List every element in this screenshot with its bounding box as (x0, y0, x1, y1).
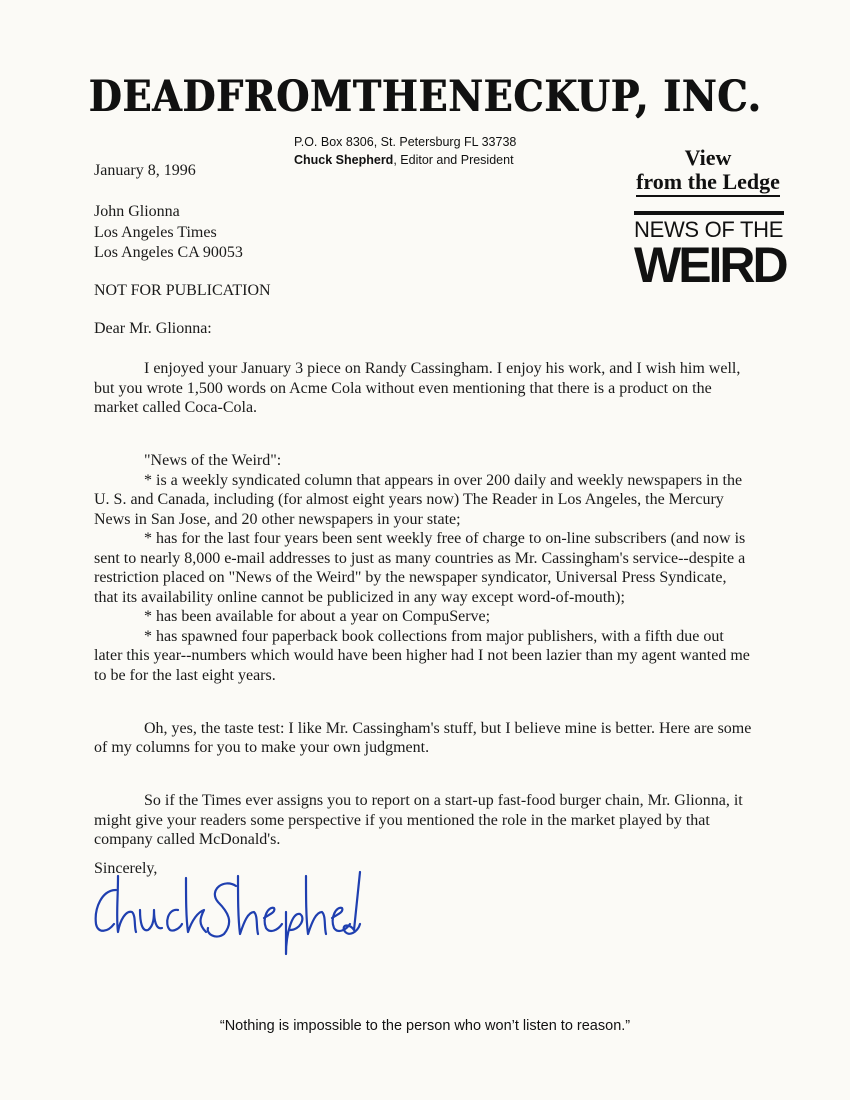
footer-quote: “Nothing is impossible to the person who won’t listen to reason.” (219, 1018, 631, 1034)
recipient-address (94, 202, 243, 264)
recipient-city: Los Angeles CA 90053 (94, 244, 243, 261)
list-title: "News of the Weird": (144, 452, 282, 469)
news-of-the-weird-logo-bottom: WEIRD (634, 237, 786, 293)
postal-address: P.O. Box 8306, St. Petersburg FL 33738 (294, 135, 517, 149)
recipient-name: John Glionna (94, 203, 180, 220)
ledge-line-1: View (684, 145, 732, 170)
list-item: * has been available for about a year on CompuServe; (144, 608, 491, 625)
editor-title: , Editor and President (393, 153, 514, 167)
news-of-the-weird-logo-top: NEWS OF THE (634, 217, 784, 242)
paragraph-intro: I enjoyed your January 3 piece on Randy Cassingham. I enjoy his work, and I wish him well, but you wrote 1,500 words on Acme Cola without even mentioning that there is a product on the market called Coca-Cola. (94, 360, 741, 416)
ledge-line-2: from the Ledge (636, 170, 780, 197)
view-from-the-ledge-logo (626, 146, 790, 197)
publication-notice: NOT FOR PUBLICATION (94, 282, 271, 299)
editor-name: Chuck Shepherd (294, 153, 394, 167)
logo-rule (634, 211, 784, 215)
letter-body (94, 359, 754, 850)
list-item: * has for the last four years been sent weekly free of charge to on-line subscribers (and now is sent to nearly 8,000 e-mail addresses to just as many countries as Mr. Cassingham's service--despite a restriction placed on "News of the Weird" by the newspaper syndicator, Universal Press Syndicate, that its availability online cannot be publicized in any way except word-of-mouth); (94, 530, 746, 606)
closing: Sincerely, (94, 860, 158, 877)
handwritten-signature (88, 868, 368, 958)
salutation: Dear Mr. Glionna: (94, 320, 212, 337)
letter-date: January 8, 1996 (94, 162, 196, 179)
list-item: * has spawned four paperback book collections from major publishers, with a fifth due out later this year--numbers which would have been higher had I not been lazier than my agent wanted me to be for the last eight years. (94, 627, 750, 684)
editor-line (294, 151, 516, 169)
list-item: * is a weekly syndicated column that appears in over 200 daily and weekly newspapers in the U. S. and Canada, including (for almost eight years now) The Reader in Los Angeles, the Mercury News in San Jose, and 20 other newspapers in your state; (94, 471, 743, 528)
recipient-org: Los Angeles Times (94, 223, 217, 241)
paragraph-taste-test: Oh, yes, the taste test: I like Mr. Cassingham's stuff, but I believe mine is better. Here are some of my columns for you to make your own judgment. (94, 719, 752, 756)
paragraph-closing: So if the Times ever assigns you to report on a start-up fast-food burger chain, Mr. Glionna, it might give your readers some perspective if you mentioned the role in the market played by that company called McDonald's. (94, 792, 743, 848)
company-name: DEADFROMTHENECKUP, INC. (88, 72, 762, 122)
letterhead-address-block (294, 133, 516, 169)
